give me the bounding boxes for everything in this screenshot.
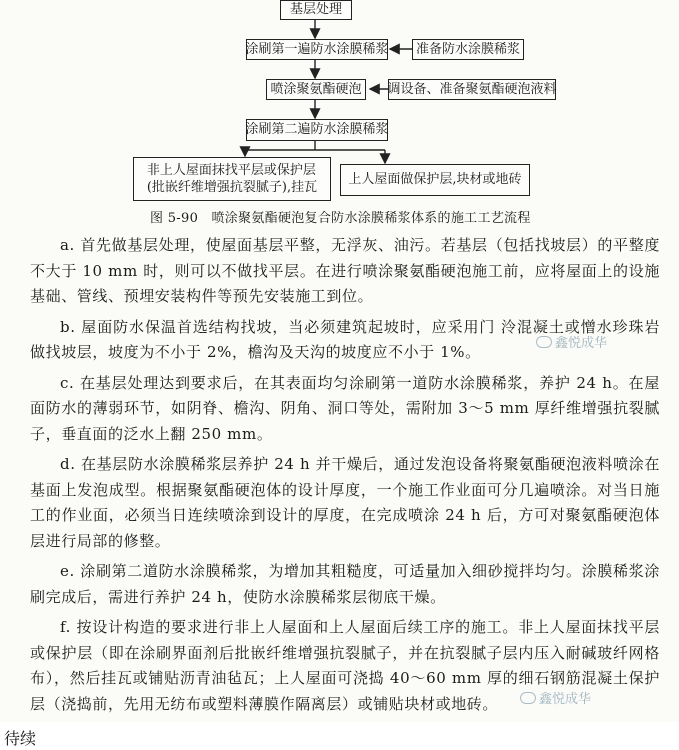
footer-continued: 待续	[4, 729, 37, 748]
watermark-1	[536, 332, 607, 351]
paragraph-e: e. 涂刷第二道防水涂膜稀浆，为增加其粗糙度，可适量加入细砂搅拌均匀。涂膜稀浆涂刷完成后，需进行养护 24 h，使防水涂膜稀浆层彻底干燥。	[30, 562, 660, 606]
non-accessible-line-2: (批嵌纤维增强抗裂腻子),挂瓦	[146, 180, 318, 195]
flow-box-first-slurry: 涂刷第一遍防水涂膜稀浆	[246, 39, 388, 60]
chat-bubble-icon	[536, 336, 552, 348]
paragraph-d: d. 在基层防水涂膜稀浆层养护 24 h 并干燥后，通过发泡设备将聚氨酯硬泡液料喷涂在基面上发泡成型。根据聚氨酯硬泡体的设计厚度，一个施工作业面可分几遍喷涂。对当日施工的作业面，必须当日连续喷涂到设计的厚度，在完成喷涂 24 h 后，方可对聚氨酯硬泡体层进行局部的修整。	[30, 455, 660, 550]
flow-box-accessible-roof: 上人屋面做保护层,块材或地砖	[340, 164, 530, 196]
body-text	[30, 233, 660, 722]
flowchart-arrows	[0, 0, 679, 235]
process-flowchart	[0, 0, 679, 235]
paragraph-c: c. 在基层处理达到要求后，在其表面均匀涂刷第一道防水涂膜稀浆，养护 24 h。在屋面防水的薄弱环节，如阴脊、檐沟、阴角、洞口等处，需附加 3～5 mm 厚纤维增强抗裂腻子，垂直面的泛水上翻 250 mm。	[30, 373, 660, 443]
watermark-2	[520, 688, 591, 707]
paragraph-f: f. 按设计构造的要求进行非上人屋面和上人屋面后续工序的施工。非上人屋面抹找平层或保护层（即在涂刷界面剂后批嵌纤维增强抗裂腻子，并在抗裂腻子层内压入耐碱玻纤网格布），然后挂瓦或铺贴沥青油毡瓦；上人屋面可浇捣 40～60 mm 厚的细石钢筋混凝土保护层（浇捣前，先用无纺布或塑料薄膜作隔离层）或铺贴块材或地砖。	[30, 618, 660, 713]
figure-caption: 图 5-90 喷涂聚氨酯硬泡复合防水涂膜稀浆体系的施工工艺流程	[150, 211, 531, 226]
paragraph-a: a. 首先做基层处理，使屋面基层平整，无浮灰、油污。若基层（包括找坡层）的平整度不大于 10 mm 时，则可以不做找平层。在进行喷涂聚氨酯硬泡施工前，应将屋面上的设施基础、管线、预埋安装构件等预先安装施工到位。	[30, 236, 660, 305]
flow-box-base-treatment: 基层处理	[280, 0, 352, 20]
chat-bubble-icon	[520, 692, 536, 704]
non-accessible-line-1: 非上人屋面抹找平层或保护层	[146, 163, 316, 178]
paragraph-b: b. 屋面防水保温首选结构找坡，当必须建筑起坡时，应采用门 泠混凝土或憎水珍珠岩做找坡层，坡度为不小于 2%，檐沟及天沟的坡度应不小于 1%。	[30, 317, 660, 361]
flow-box-adjust-equipment: 调设备、准备聚氨酯硬泡液料	[388, 79, 556, 100]
flow-box-second-slurry: 涂刷第二遍防水涂膜稀浆	[246, 119, 388, 141]
flow-box-prepare-slurry: 准备防水涂膜稀浆	[412, 39, 524, 60]
watermark-text-2: 鑫悦成华	[539, 692, 592, 707]
flow-box-non-accessible-roof	[133, 157, 331, 201]
flow-box-spray-foam: 喷涂聚氨酯硬泡	[266, 79, 366, 100]
watermark-text-1: 鑫悦成华	[555, 336, 608, 351]
